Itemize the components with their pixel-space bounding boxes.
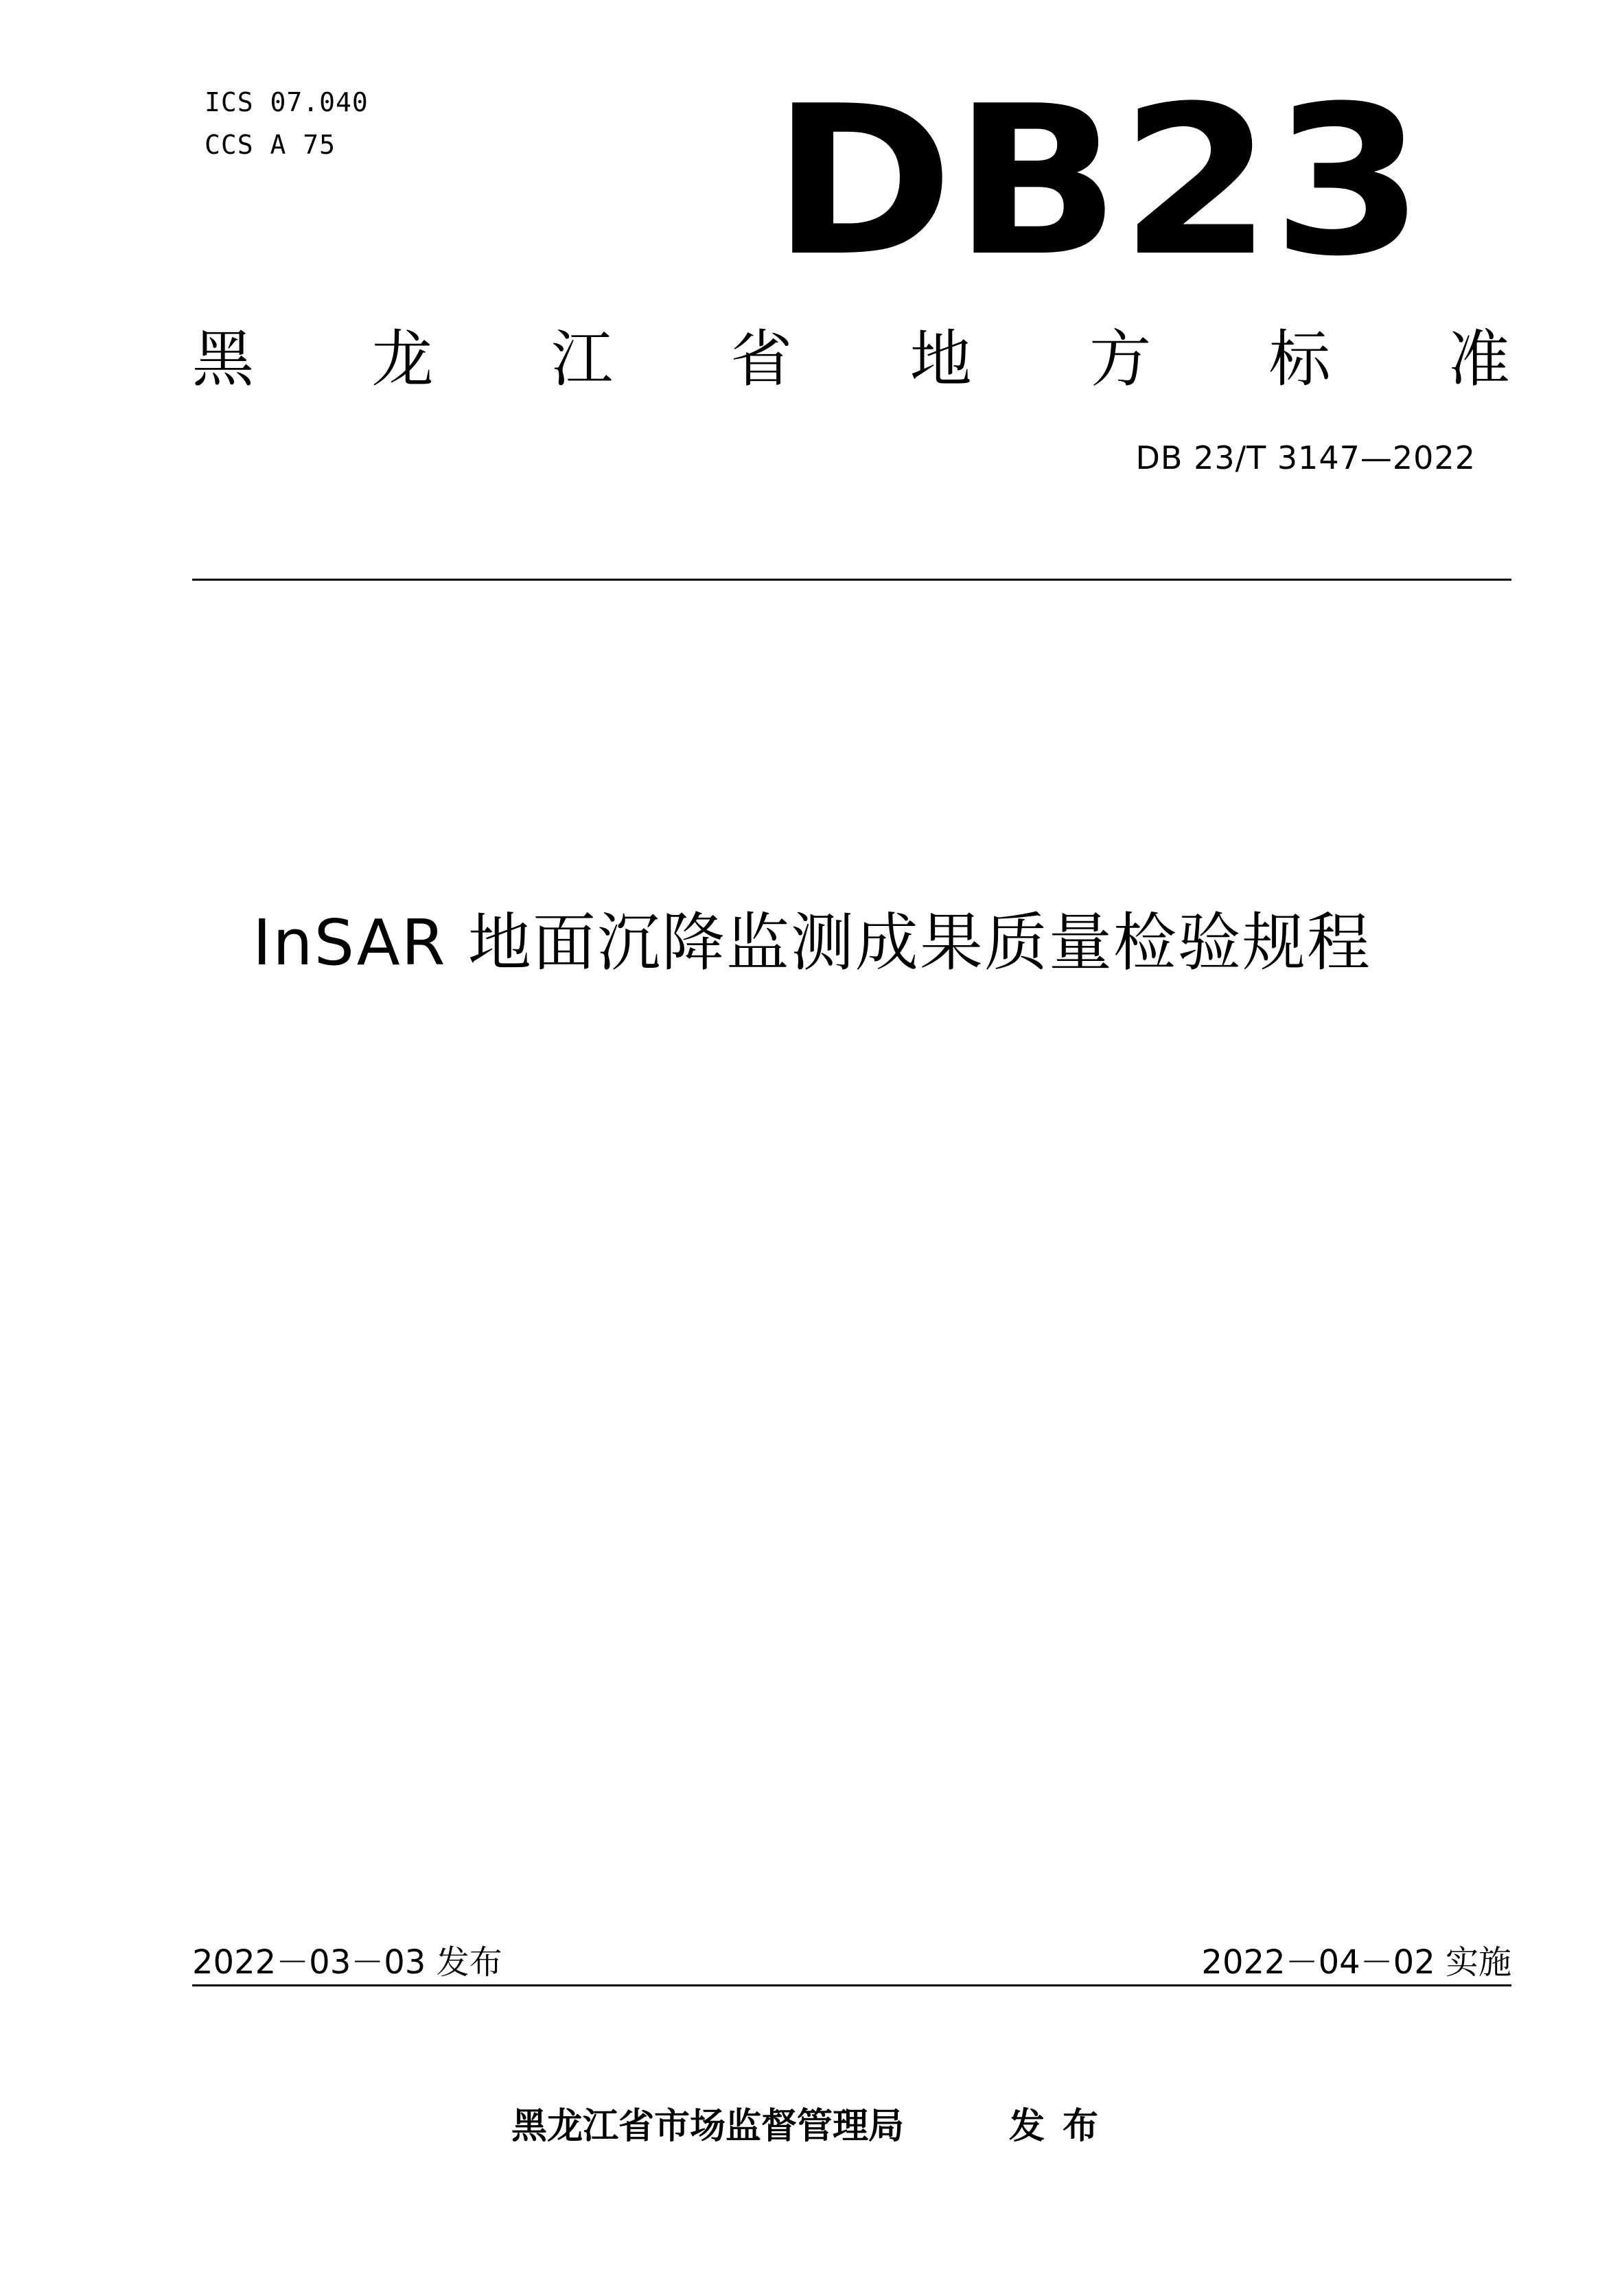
publish-label: 发布 [1009,2105,1117,2147]
release-date: 2022－03－03 发布 [192,1943,502,1982]
standard-type-char: 省 [730,323,793,395]
standard-type-title [192,312,1510,395]
implementation-date: 2022－04－02 实施 [1201,1943,1511,1982]
top-divider [192,579,1511,581]
publisher-name: 黑龙江省市场监督管理局 [511,2105,905,2147]
document-title: InSAR 地面沉降监测成果质量检验规程 [253,906,1371,979]
db23-logo-text: DB23 [772,96,1424,261]
classification-codes [205,81,369,166]
standard-type-char: 标 [1268,323,1331,395]
standard-type-char: 江 [550,323,613,395]
db23-logo [769,96,1428,261]
standard-type-char: 准 [1448,323,1510,395]
standard-type-char: 方 [1089,323,1152,395]
standard-number: DB 23/T 3147—2022 [1135,439,1476,476]
standard-type-char: 龙 [371,323,434,395]
ics-code: ICS 07.040 [205,87,369,117]
standard-type-char: 黑 [192,323,254,395]
standard-type-char: 地 [909,323,972,395]
bottom-divider [192,1984,1511,1986]
ccs-code: CCS A 75 [205,130,336,160]
